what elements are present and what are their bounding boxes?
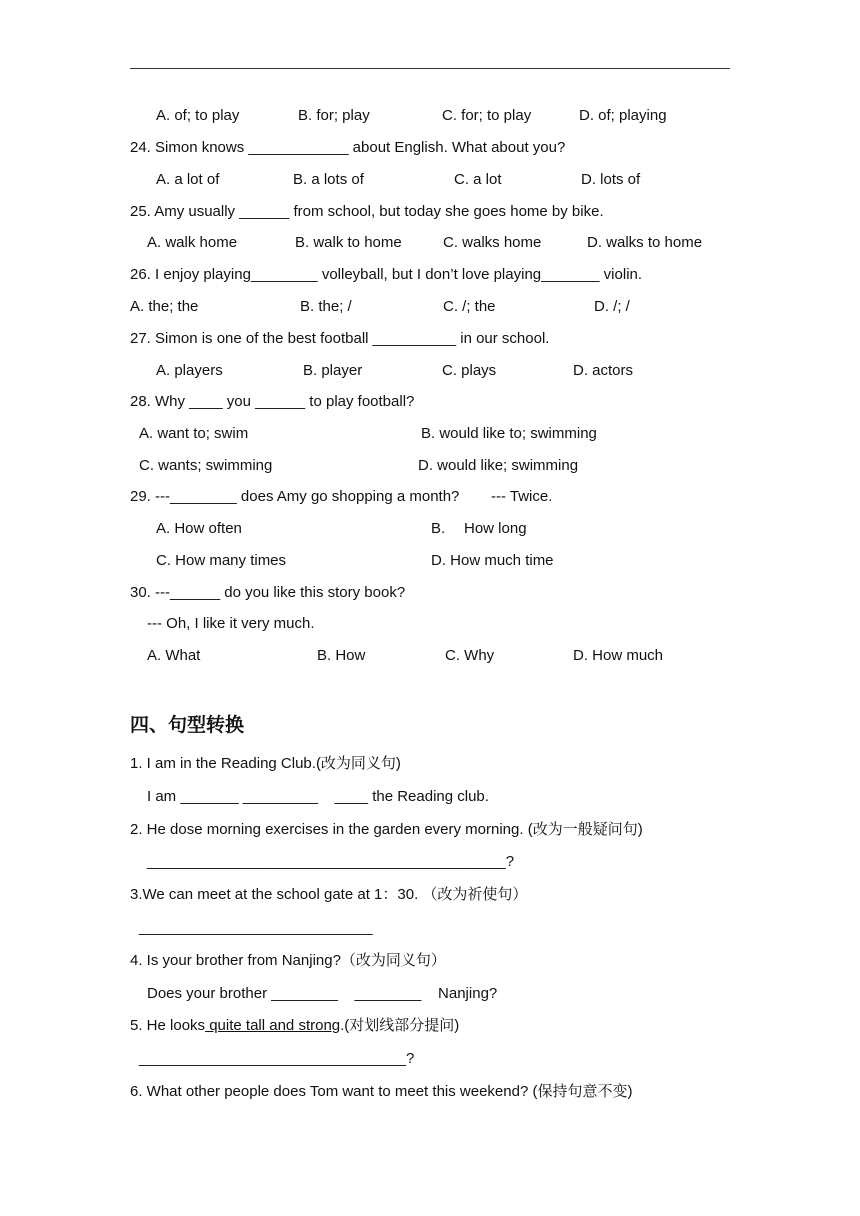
q25-option-a: A. walk home [147,234,238,251]
q26-option-a: A. the; the [130,298,199,315]
q27-stem: 27. Simon is one of the best football __________ in our school. [130,330,550,347]
s5-prefix: 5. He looks [130,1017,206,1034]
q23-option-a: A. of; to play [156,107,240,124]
s3-answer: ____________________________ [139,919,373,936]
s5-suffix: .(对划线部分提问) [340,1017,460,1034]
q26-option-c: C. /; the [443,298,496,315]
s5-text [130,1016,459,1036]
q23-option-c: C. for; to play [442,107,532,124]
s2-text: 2. He dose morning exercises in the garden every morning. (改为一般疑问句) [130,821,643,838]
q29-answer: --- Twice. [491,488,553,505]
s4-text: 4. Is your brother from Nanjing?（改为同义句） [130,952,446,969]
q27-option-b: B. player [303,362,363,379]
q23-option-b: B. for; play [298,107,370,124]
q24-option-c: C. a lot [454,171,502,188]
q27-option-a: A. players [156,362,223,379]
q24-option-a: A. a lot of [156,171,220,188]
q29-option-d: D. How much time [431,552,554,569]
q24-option-d: D. lots of [581,171,641,188]
q25-option-d: D. walks to home [587,234,703,251]
s1-text: 1. I am in the Reading Club.(改为同义句) [130,755,401,772]
q28-option-d: D. would like; swimming [418,457,579,474]
s5-underlined-part: quite tall and strong [205,1017,341,1034]
q30-option-a: A. What [147,647,201,664]
q25-option-c: C. walks home [443,234,542,251]
q26-option-d: D. /; / [594,298,630,315]
q29-option-a: A. How often [156,520,242,537]
q28-option-b: B. would like to; swimming [421,425,597,442]
q30-option-d: D. How much [573,647,664,664]
q26-stem: 26. I enjoy playing________ volleyball, but I don’t love playing_______ violin. [130,266,643,283]
q30-reply: --- Oh, I like it very much. [147,615,315,632]
q30-option-b: B. How [317,647,366,664]
q28-stem: 28. Why ____ you ______ to play football? [130,393,415,410]
q24-option-b: B. a lots of [293,171,364,188]
q29-option-c: C. How many times [156,552,287,569]
section-title: 四、句型转换 [130,714,245,736]
s5-answer: ________________________________? [139,1050,415,1067]
q30-option-c: C. Why [445,647,495,664]
q28-option-c: C. wants; swimming [139,457,273,474]
s1-answer: I am _______ _________ ____ the Reading club. [147,788,489,805]
q23-option-d: D. of; playing [579,107,667,124]
header-rule [130,68,730,69]
s3-text: 3.We can meet at the school gate at 1：30. （改为祈使句） [130,886,528,903]
q30-stem: 30. ---______ do you like this story book? [130,584,406,601]
s6-text: 6. What other people does Tom want to meet this weekend? (保持句意不变) [130,1083,633,1100]
q27-option-c: C. plays [442,362,497,379]
q25-option-b: B. walk to home [295,234,402,251]
q29-option-b-text: How long [464,520,527,537]
q29-option-b-letter: B. [431,520,446,537]
s2-answer: ___________________________________________? [147,853,515,870]
q27-option-d: D. actors [573,362,634,379]
q29-stem: 29. ---________ does Amy go shopping a month? [130,488,460,505]
q24-stem: 24. Simon knows ____________ about English. What about you? [130,139,566,156]
q28-option-a: A. want to; swim [139,425,249,442]
q26-option-b: B. the; / [300,298,352,315]
s4-answer: Does your brother ________ ________ Nanjing? [147,985,498,1002]
q25-stem: 25. Amy usually ______ from school, but today she goes home by bike. [130,203,604,220]
